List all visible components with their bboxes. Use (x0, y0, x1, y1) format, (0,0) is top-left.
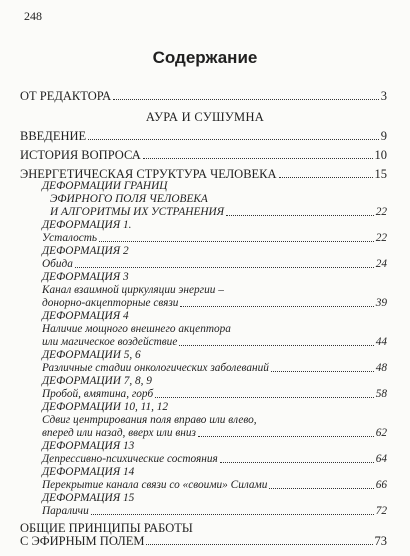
toc-sub-entry (42, 180, 387, 219)
toc-sub-desc: Обида (42, 258, 73, 270)
toc-entry-page: 62 (375, 427, 387, 439)
toc-sub-entry (42, 245, 387, 271)
toc-entry-label-cont: С ЭФИРНЫМ ПОЛЕМ (20, 534, 145, 548)
toc-entry-page: 64 (375, 453, 387, 465)
toc-sub-desc: Канал взаимной циркуляции энергии – (42, 284, 224, 296)
toc-sub-desc: Усталость (42, 232, 98, 244)
toc-entry-page: 22 (375, 206, 387, 218)
page-number: 248 (24, 9, 42, 23)
toc-entry-history (20, 149, 387, 162)
toc-title: Содержание (152, 48, 258, 67)
toc-entry-label: ЭНЕРГЕТИЧЕСКАЯ СТРУКТУРА ЧЕЛОВЕКА (20, 167, 277, 181)
toc-entry-page: 9 (380, 129, 387, 143)
section-heading: АУРА И СУШУМНА (145, 110, 265, 124)
toc-sub-desc: Перекрытие канала связи со «своими» Силами (42, 479, 268, 491)
toc-sub-entry (42, 401, 387, 440)
toc-entry-label: ВВЕДЕНИЕ (20, 129, 87, 143)
toc-sub-entry (42, 310, 387, 349)
toc-sub-entry (42, 466, 387, 492)
toc-sub-heading: ДЕФОРМАЦИИ ГРАНИЦ (42, 180, 168, 192)
toc-sub-desc: Сдвиг центрирования поля вправо или влево, (42, 414, 257, 426)
toc-sub-entry (42, 349, 387, 375)
toc-entry-page: 24 (375, 258, 387, 270)
toc-entry-page: 15 (374, 167, 387, 181)
toc-sub-desc: Параличи (42, 505, 89, 517)
toc-entry-page: 3 (380, 89, 387, 103)
toc-entry-page: 58 (375, 388, 387, 400)
toc-sub-heading: ДЕФОРМАЦИЯ 3 (42, 271, 129, 283)
toc-sub-entry (42, 492, 387, 518)
toc-sub-heading: ДЕФОРМАЦИИ 5, 6 (42, 349, 141, 361)
toc-entry-label: ОТ РЕДАКТОРА (20, 89, 112, 103)
toc-entry-label: ИСТОРИЯ ВОПРОСА (20, 148, 141, 162)
toc-entry-page: 66 (375, 479, 387, 491)
toc-entry-page: 72 (375, 505, 387, 517)
toc-entry-editor (20, 90, 387, 103)
toc-sub-heading: ДЕФОРМАЦИЯ 14 (42, 466, 135, 478)
toc-sub-desc: Наличие мощного внешнего акцептора (42, 323, 231, 335)
toc-sub-entry (42, 375, 387, 401)
toc-entry-intro (20, 130, 387, 143)
toc-sub-desc: или магическое воздействие (42, 336, 178, 348)
toc-sub-heading: ДЕФОРМАЦИЯ 13 (42, 440, 135, 452)
toc-sub-heading: ДЕФОРМАЦИЯ 2 (42, 245, 129, 257)
toc-entry-page: 22 (375, 232, 387, 244)
toc-sub-entry (42, 440, 387, 466)
toc-sub-heading-cont: И АЛГОРИТМЫ ИХ УСТРАНЕНИЯ (50, 206, 225, 218)
toc-entry-page: 48 (375, 362, 387, 374)
toc-sub-entry (42, 271, 387, 310)
toc-sub-entry (42, 219, 387, 245)
toc-entry-page: 10 (374, 148, 387, 162)
toc-entry-label: ОБЩИЕ ПРИНЦИПЫ РАБОТЫ (20, 521, 193, 535)
toc-sub-desc: донорно-акцепторные связи (42, 297, 179, 309)
toc-sub-heading: ДЕФОРМАЦИЯ 15 (42, 492, 135, 504)
toc-sub-desc: Различные стадии онкологических заболеваний (42, 362, 269, 374)
toc-sub-desc: вперед или назад, вверх или вниз (42, 427, 196, 439)
toc-entry-page: 73 (374, 534, 387, 548)
toc-sub-desc: Пробой, вмятина, горб (42, 388, 154, 400)
toc-sub-heading: ДЕФОРМАЦИИ 10, 11, 12 (42, 401, 169, 413)
toc-sub-heading-cont: ЭФИРНОГО ПОЛЯ ЧЕЛОВЕКА (50, 193, 208, 205)
toc-entry-page: 39 (375, 297, 387, 309)
toc-sub-heading: ДЕФОРМАЦИЯ 4 (42, 310, 129, 322)
toc-sub-heading: ДЕФОРМАЦИЯ 1. (42, 219, 132, 231)
toc-entry-general-principles (20, 522, 387, 548)
toc-sub-desc: Депрессивно-психические состояния (42, 453, 218, 465)
toc-entry-page: 44 (375, 336, 387, 348)
toc-sub-heading: ДЕФОРМАЦИИ 7, 8, 9 (42, 375, 152, 387)
